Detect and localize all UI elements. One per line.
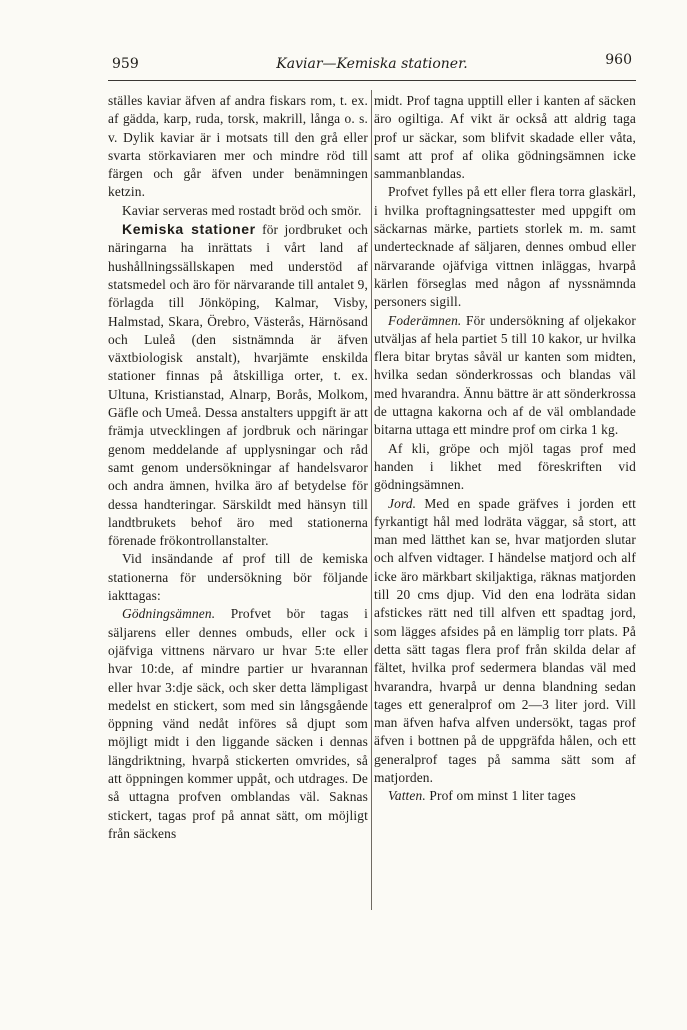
paragraph-jord xyxy=(374,495,636,788)
paragraph: Kaviar serveras med rostadt bröd och smör. xyxy=(122,202,362,218)
running-title: Kaviar—Kemiska stationer. xyxy=(276,56,468,72)
page-header xyxy=(112,52,632,76)
paragraph: ställes kaviar äfven af andra fiskars rom, t. ex. af gädda, karp, ruda, torsk, makrill, långa o. s. v. Dylik kaviar är i motsats till den grå eller svarta störkaviaren mer och mindre röd till färgen och går äfven under benämningen ketzin. xyxy=(108,93,368,200)
paragraph-text: för jordbruket och näringarna ha inrättats i vårt land af hushållningssällskapen med understöd af statsmedel och äro för närvarande till antalet 9, förlagda till Jönköping, Kalmar, Visby, Halmstad, Skara, Örebro, Västerås, Härnösand och Luleå (den sistnämnda är äfven växtbiologisk anstalt), hvarjämte enskilda stationer finnas på åtskilliga orter, t. ex. Ultuna, Kristianstad, Alnarp, Borås, Molkom, Gäfle och Umeå. Dessa anstalters uppgift är att främja utvecklingen af jordbruk och näringar genom meddelande af upplysningar och råd samt genom undersökningar af handelsvaror och andra ämnen, hvilka äro af betydelse för dessa handteringar. Särskildt med hänsyn till landtbrukets behof äro med stationerna förenade frökontrollanstalter. xyxy=(108,222,368,549)
section-heading: Vatten. xyxy=(388,788,426,804)
paragraph-kemiska-stationer xyxy=(108,220,368,550)
paragraph-vatten xyxy=(374,787,636,805)
paragraph-text: Profvet bör tagas i säljarens eller dennes ombuds, eller ock i ojäfviga vittnens närvaro ur hvar 5:te eller hvar 10:de, af mindre partier ur hvarannan eller hvar 3:dje säck, och sker detta lämpligast medelst en stickert, som med sin långsgående öppning vänd nedåt införes så djupt som möjligt midt i den liggande säcken i dennas längdriktning, hvarpå stickerten omvrides, så att öppningen kommer uppåt, och utdrages. De så uttagna profven omblandas väl. Saknas stickert, tagas prof på annat sätt, om möjligt från säckens xyxy=(108,606,368,841)
column-divider xyxy=(371,90,372,910)
page-number-right: 960 xyxy=(605,52,632,68)
header-rule xyxy=(108,80,636,81)
paragraph-godningsamnen xyxy=(108,605,368,843)
section-heading: Jord. xyxy=(388,495,417,511)
paragraph: midt. Prof tagna upptill eller i kanten af säcken äro ogiltiga. Af vikt är också att aldrig taga prof ur säckar, som blifvit skadade eller våta, samt att prof af olika gödningsämnen icke sammanblandas. xyxy=(374,93,636,182)
paragraph-text: Prof om minst 1 liter tages xyxy=(425,788,576,804)
page-number-left: 959 xyxy=(112,56,139,72)
paragraph-text: För undersökning af oljekakor utväljas af hela partiet 5 till 10 kakor, ur hvilka flera bitar brytas såväl ur kanten som midten, hvilka sedan sönderkrossas och blandas väl med hvarandra. Ännu bättre är att sönderkrossa de uttagna kakorna och af de väl omblandade bitarna uttaga ett mindre prof om cirka 1 kg. xyxy=(374,312,636,438)
entry-headword: Kemiska stationer xyxy=(122,221,256,238)
paragraph: Af kli, gröpe och mjöl tagas prof med handen i likhet med föreskriften vid gödningsämnen. xyxy=(374,440,636,493)
paragraph-foderamnen xyxy=(374,312,636,440)
right-column xyxy=(374,92,636,806)
left-column xyxy=(108,92,368,843)
paragraph: Profvet fylles på ett eller flera torra glaskärl, i hvilka proftagningsattester med uppgift om säckarnas märke, partiets storlek m. m. samt undertecknade af säljaren, dennes ombud eller närvarande ojäfviga vittnen inläggas, hvarpå kärlen förseglas med någon af nyssnämnda personers sigill. xyxy=(374,184,636,310)
paragraph-text: Med en spade gräfves i jorden ett fyrkantigt hål med lodräta väggar, så stort, att man med lätthet kan se, hvar matjorden slutar och alfven vidtager. I händelse matjord och alf icke äro märkbart skiljaktiga, räknas matjorden till 20 cms djup. Vid den ena lodräta sidan afstickes rätt ned till alfven ett spadtag jord, som lägges afsides på en lämplig torr plats. På detta sätt tagas flera prof från skilda delar af fältet, hvilka prof sedermera blandas väl med hvarandra, hvarpå ur denna blandning sedan tages ett generalprof om 2—3 liter jord. Vill man äfven hafva alfven undersökt, tagas prof äfven i bottnen på de uppgräfda hålen, och ett generalprof tages på samma sätt som af matjorden. xyxy=(374,495,636,785)
section-heading: Gödningsämnen. xyxy=(122,606,216,622)
section-heading: Foderämnen. xyxy=(388,312,462,328)
paragraph: Vid insändande af prof till de kemiska stationerna för undersökning bör följande iakttagas: xyxy=(108,551,368,604)
